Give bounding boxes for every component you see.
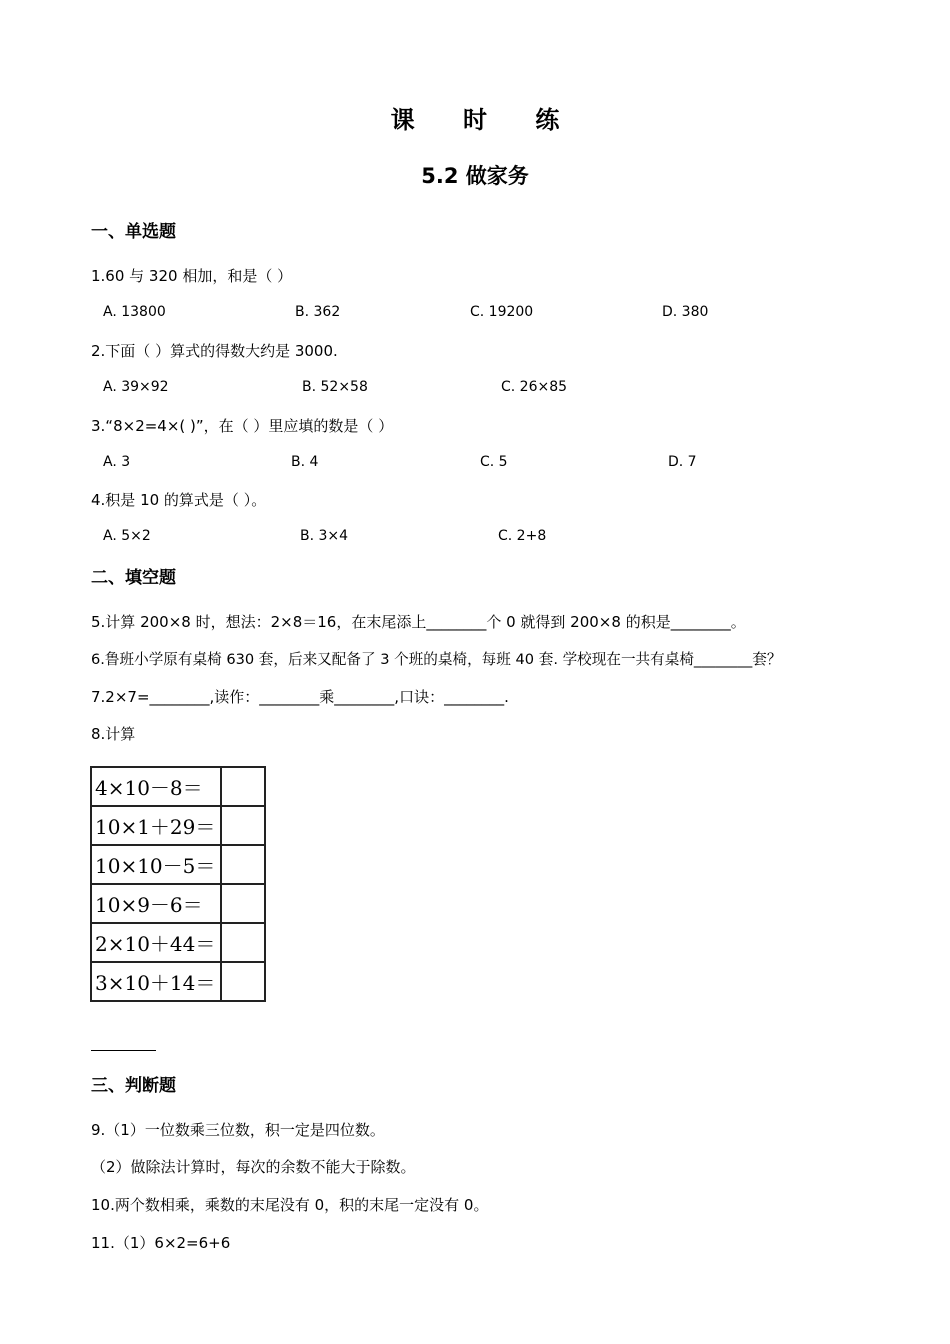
expression-cell: 10×9－6＝ bbox=[91, 884, 221, 923]
question-10: 10.两个数相乘，乘数的末尾没有 0，积的末尾一定没有 0。 bbox=[91, 1196, 489, 1214]
section-heading-single-choice: 一、单选题 bbox=[91, 222, 176, 242]
question-3: 3.“8×2=4×( )”，在（ ）里应填的数是（ ） bbox=[91, 417, 394, 435]
answer-cell bbox=[221, 923, 265, 962]
question-2: 2.下面（ ）算式的得数大约是 3000. bbox=[91, 342, 338, 360]
question-9-part-2: （2）做除法计算时，每次的余数不能大于除数。 bbox=[91, 1158, 416, 1176]
expression-cell: 3×10＋14＝ bbox=[91, 962, 221, 1001]
answer-blank-line bbox=[91, 1050, 156, 1051]
question-1: 1.60 与 320 相加，和是（ ） bbox=[91, 267, 293, 285]
expression-cell: 10×1＋29＝ bbox=[91, 806, 221, 845]
question-11-part-1: 11.（1）6×2=6+6 bbox=[91, 1234, 231, 1252]
page-title: 课 时 练 bbox=[390, 106, 580, 134]
q3-option-d: D. 7 bbox=[668, 454, 697, 470]
expression-cell: 4×10－8＝ bbox=[91, 767, 221, 806]
answer-cell bbox=[221, 767, 265, 806]
section-heading-fill-in: 二、填空题 bbox=[91, 568, 176, 588]
expression-cell: 10×10－5＝ bbox=[91, 845, 221, 884]
q2-option-c: C. 26×85 bbox=[501, 379, 568, 395]
question-7: 7.2×7=________,读作：________乘________,口诀：________. bbox=[91, 688, 509, 706]
q2-option-b: B. 52×58 bbox=[302, 379, 368, 395]
question-9-part-1: 9.（1）一位数乘三位数，积一定是四位数。 bbox=[91, 1121, 385, 1139]
answer-cell bbox=[221, 806, 265, 845]
table-row bbox=[91, 923, 265, 962]
q1-option-a: A. 13800 bbox=[103, 304, 166, 320]
q3-option-b: B. 4 bbox=[291, 454, 319, 470]
table-row bbox=[91, 845, 265, 884]
q3-option-a: A. 3 bbox=[103, 454, 131, 470]
answer-cell bbox=[221, 845, 265, 884]
question-5: 5.计算 200×8 时，想法：2×8＝16，在末尾添上________个 0 就得到 200×8 的积是________。 bbox=[91, 613, 746, 631]
q1-option-c: C. 19200 bbox=[470, 304, 534, 320]
table-row bbox=[91, 806, 265, 845]
lesson-subtitle: 5.2 做家务 bbox=[421, 164, 529, 188]
q3-option-c: C. 5 bbox=[480, 454, 508, 470]
answer-cell bbox=[221, 962, 265, 1001]
answer-cell bbox=[221, 884, 265, 923]
q1-option-b: B. 362 bbox=[295, 304, 341, 320]
q4-option-b: B. 3×4 bbox=[300, 528, 349, 544]
table-row bbox=[91, 962, 265, 1001]
q4-option-c: C. 2+8 bbox=[498, 528, 547, 544]
section-heading-true-false: 三、判断题 bbox=[91, 1076, 176, 1096]
question-8: 8.计算 bbox=[91, 725, 136, 743]
question-4: 4.积是 10 的算式是（ ）。 bbox=[91, 491, 267, 509]
q4-option-a: A. 5×2 bbox=[103, 528, 151, 544]
calculation-table bbox=[90, 766, 266, 1002]
table-row bbox=[91, 884, 265, 923]
q2-option-a: A. 39×92 bbox=[103, 379, 169, 395]
expression-cell: 2×10＋44＝ bbox=[91, 923, 221, 962]
table-row bbox=[91, 767, 265, 806]
q1-option-d: D. 380 bbox=[662, 304, 709, 320]
question-6: 6.鲁班小学原有桌椅 630 套，后来又配备了 3 个班的桌椅，每班 40 套. 学校现在一共有桌椅________套？ bbox=[91, 651, 782, 668]
